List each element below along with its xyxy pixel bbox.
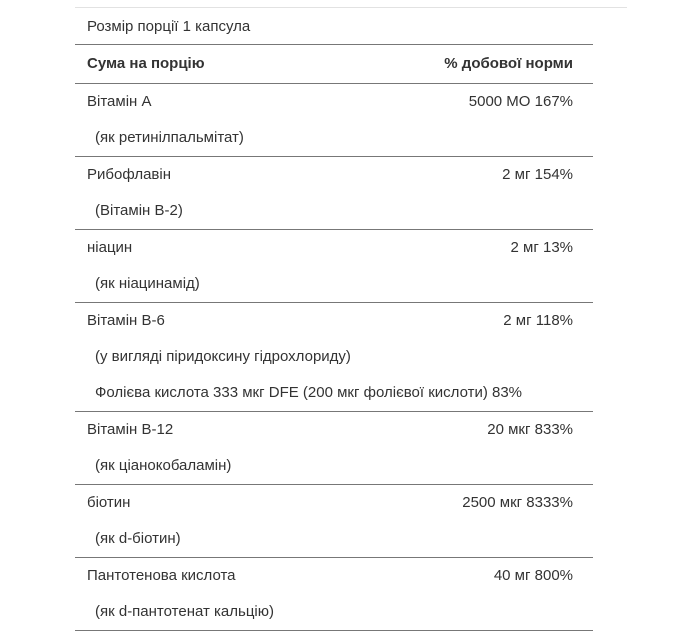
table-row xyxy=(75,375,593,411)
header-daily-value: % добової норми xyxy=(444,55,573,72)
nutrient-name: Рибофлавін xyxy=(87,166,172,183)
nutrient-name: ніацин xyxy=(87,239,133,256)
table-row xyxy=(75,120,593,156)
table-row xyxy=(75,339,593,375)
table-row xyxy=(75,84,593,120)
header-amount-per-serving: Сума на порцію xyxy=(87,55,205,72)
nutrient-name: Пантотенова кислота xyxy=(87,567,236,584)
table-header xyxy=(75,44,593,84)
nutrient-value: 2 мг 154% xyxy=(502,166,573,183)
nutrient-group-riboflavin xyxy=(75,157,593,230)
nutrient-form: (Вітамін В-2) xyxy=(95,202,183,219)
nutrient-group-vitamin-b12 xyxy=(75,412,593,485)
table-row xyxy=(75,558,593,594)
table-row xyxy=(75,157,593,193)
table-row xyxy=(75,412,593,448)
nutrient-form: (як ніацинамід) xyxy=(95,275,200,292)
nutrient-group-pantothenic-acid xyxy=(75,558,593,631)
nutrient-value: 2 мг 13% xyxy=(510,239,573,256)
nutrient-value: 2 мг 118% xyxy=(503,312,573,329)
table-row xyxy=(75,266,593,302)
table-row xyxy=(75,594,593,630)
nutrient-value: 2500 мкг 8333% xyxy=(462,494,573,511)
table-row xyxy=(75,230,593,266)
nutrient-name: Вітамін А xyxy=(87,93,152,110)
serving-size: Розмір порції 1 капсула xyxy=(87,18,251,35)
table-row xyxy=(75,485,593,521)
nutrient-name: біотин xyxy=(87,494,131,511)
nutrient-group-vitamin-b6 xyxy=(75,303,593,412)
nutrient-value: 20 мкг 833% xyxy=(487,421,573,438)
nutrient-form: (як ціанокобаламін) xyxy=(95,457,232,474)
nutrient-value: 5000 МО 167% xyxy=(468,93,573,110)
table-row xyxy=(75,193,593,229)
table-row xyxy=(75,448,593,484)
nutrient-name: Вітамін В-12 xyxy=(87,421,174,438)
nutrient-form: (у вигляді піридоксину гідрохлориду) xyxy=(95,348,351,365)
table-row xyxy=(75,521,593,557)
table-row xyxy=(75,303,593,339)
nutrient-folic-acid: Фолієва кислота 333 мкг DFE (200 мкг фолієвої кислоти) 83% xyxy=(95,384,523,401)
nutrient-group-niacin xyxy=(75,230,593,303)
supplement-facts-table xyxy=(75,10,593,631)
nutrient-group-vitamin-a xyxy=(75,84,593,157)
nutrient-name: Вітамін В-6 xyxy=(87,312,165,329)
top-divider xyxy=(75,7,627,8)
nutrient-form: (як d-пантотенат кальцію) xyxy=(95,603,274,620)
nutrient-value: 40 мг 800% xyxy=(493,567,573,584)
nutrient-group-biotin xyxy=(75,485,593,558)
nutrient-form: (як ретинілпальмітат) xyxy=(95,129,244,146)
nutrient-form: (як d-біотин) xyxy=(95,530,181,547)
